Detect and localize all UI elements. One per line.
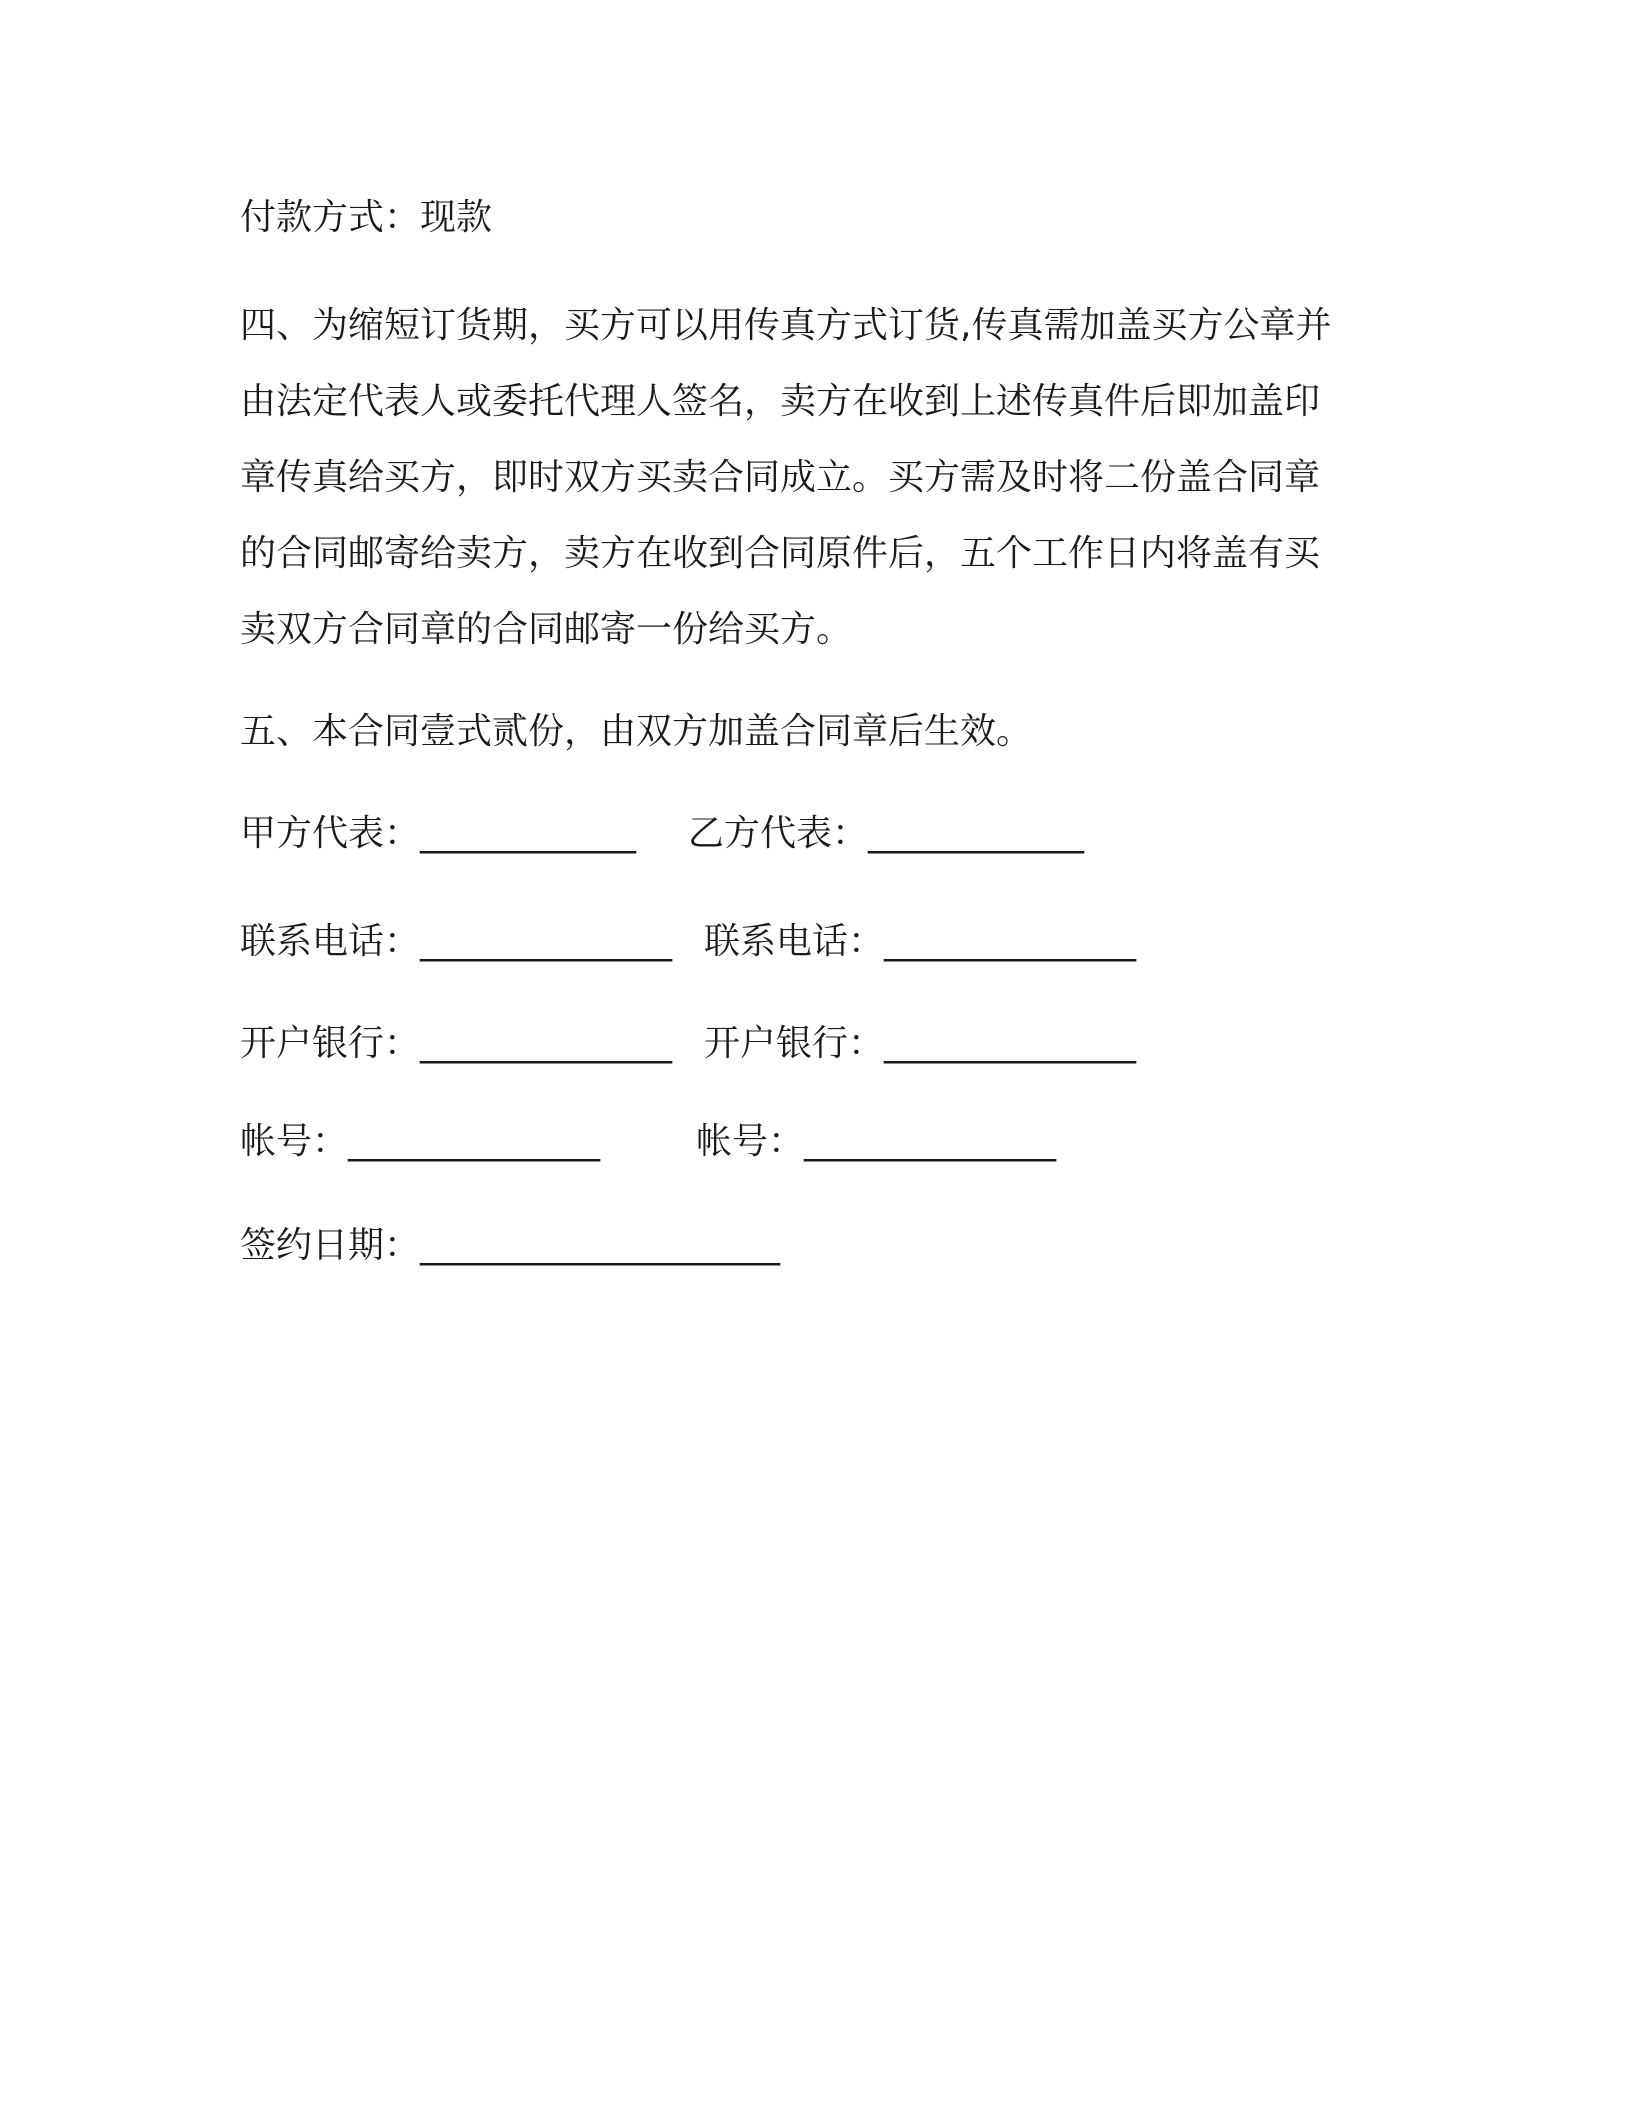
party-a-account-field: 帐号：______________ <box>240 1121 601 1162</box>
party-a-phone-field: 联系电话：______________ <box>240 921 673 962</box>
party-b-account-field: 帐号：______________ <box>696 1121 1057 1162</box>
clause-four-line: 卖双方合同章的合同邮寄一份给买方。 <box>240 609 853 650</box>
clause-five-line: 五、本合同壹式贰份，由双方加盖合同章后生效。 <box>240 711 1033 752</box>
clause-four-line: 由法定代表人或委托代理人签名，卖方在收到上述传真件后即加盖印 <box>240 381 1321 422</box>
party-b-phone-field: 联系电话：______________ <box>704 921 1137 962</box>
clause-four-line: 四、为缩短订货期，买方可以用传真方式订货,传真需加盖买方公章并 <box>240 305 1332 346</box>
party-b-representative-field: 乙方代表：____________ <box>688 813 1085 854</box>
clause-four-line: 的合同邮寄给卖方，卖方在收到合同原件后，五个工作日内将盖有买 <box>240 533 1321 574</box>
party-a-bank-field: 开户银行：______________ <box>240 1023 673 1064</box>
clause-four-paragraph <box>240 288 1390 668</box>
payment-method-line: 付款方式：现款 <box>240 197 493 238</box>
party-b-bank-field: 开户银行：______________ <box>704 1023 1137 1064</box>
party-a-representative-field: 甲方代表：____________ <box>240 813 637 854</box>
clause-four-line: 章传真给买方，即时双方买卖合同成立。买方需及时将二份盖合同章 <box>240 457 1321 498</box>
signing-date-field: 签约日期：____________________ <box>240 1225 781 1266</box>
